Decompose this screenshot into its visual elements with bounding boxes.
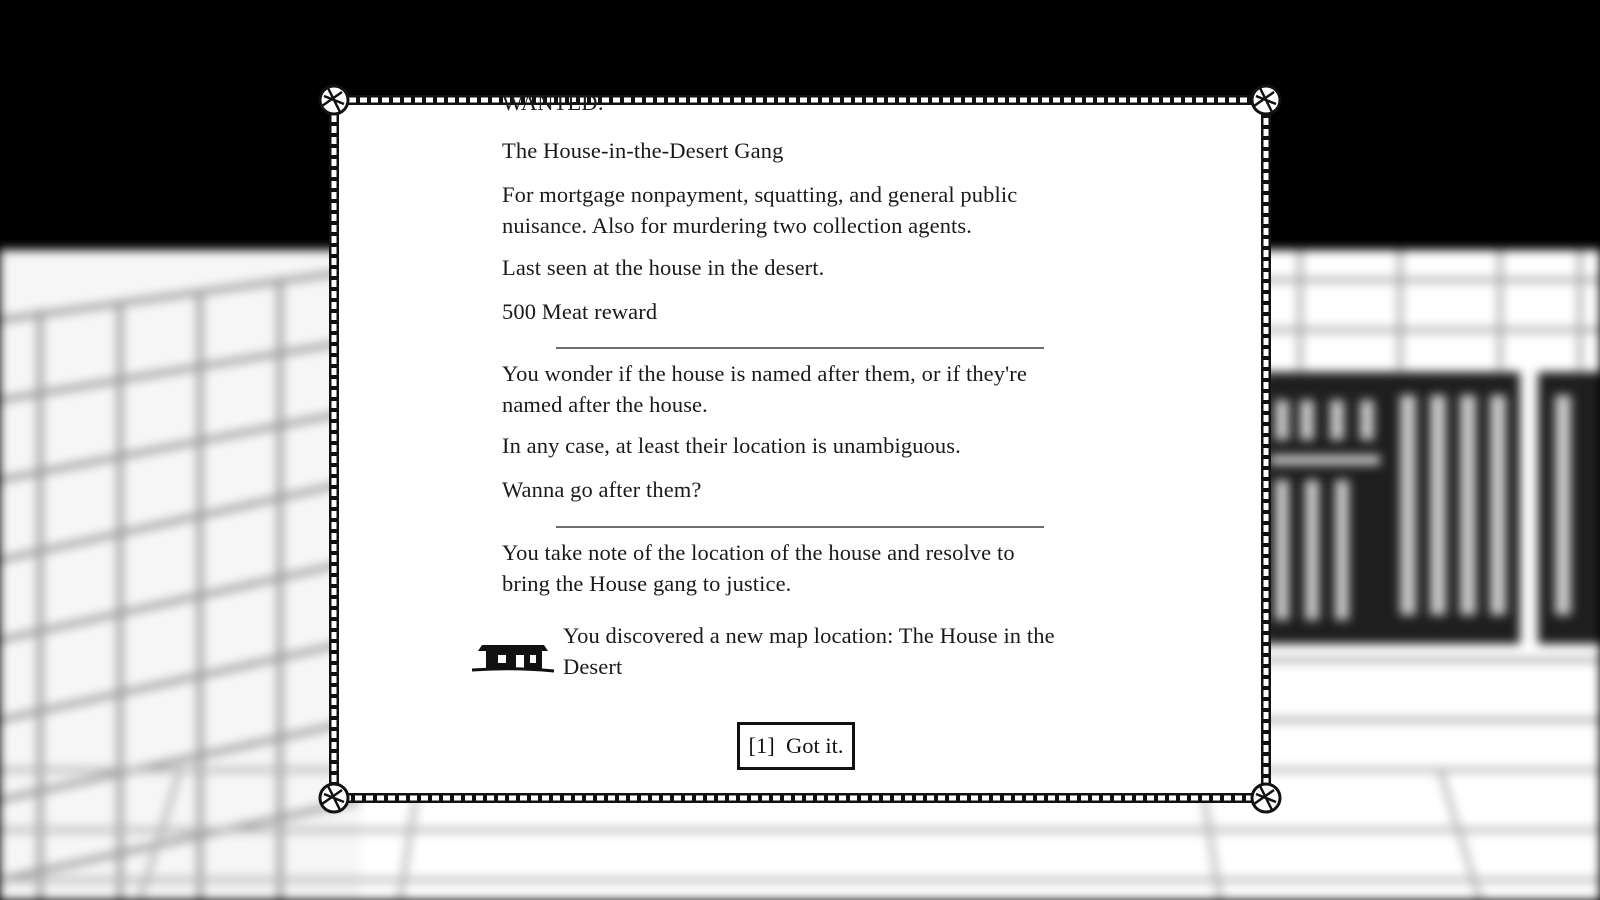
gang-name: The House-in-the-Desert Gang (502, 138, 784, 163)
last-seen-text: Last seen at the house in the desert. (502, 255, 825, 280)
dialog-content (338, 90, 1262, 794)
choice-label: Got it. (785, 733, 844, 758)
musing-text: You wonder if the house is named after them, or if they're named after the house. (502, 361, 1027, 417)
question-text: Wanna go after them? (502, 477, 702, 502)
house-icon (472, 637, 554, 681)
resolution-text: You take note of the location of the house and resolve to bring the House gang to justice. (502, 540, 1015, 596)
location-note-text: In any case, at least their location is unambiguous. (502, 433, 961, 458)
crimes-text: For mortgage nonpayment, squatting, and general public nuisance. Also for murdering two collection agents. (502, 182, 1018, 238)
choice-key: [1] (748, 733, 775, 758)
discovery-text: You discovered a new map location: The House in the Desert (563, 623, 1055, 679)
got-it-button[interactable] (737, 722, 855, 770)
section-divider (556, 526, 1044, 528)
event-dialog (338, 90, 1262, 794)
wanted-heading-cut: WANTED: (502, 90, 604, 115)
choice-spacer (775, 733, 786, 759)
reward-text: 500 Meat reward (502, 299, 658, 324)
section-divider (556, 347, 1044, 349)
